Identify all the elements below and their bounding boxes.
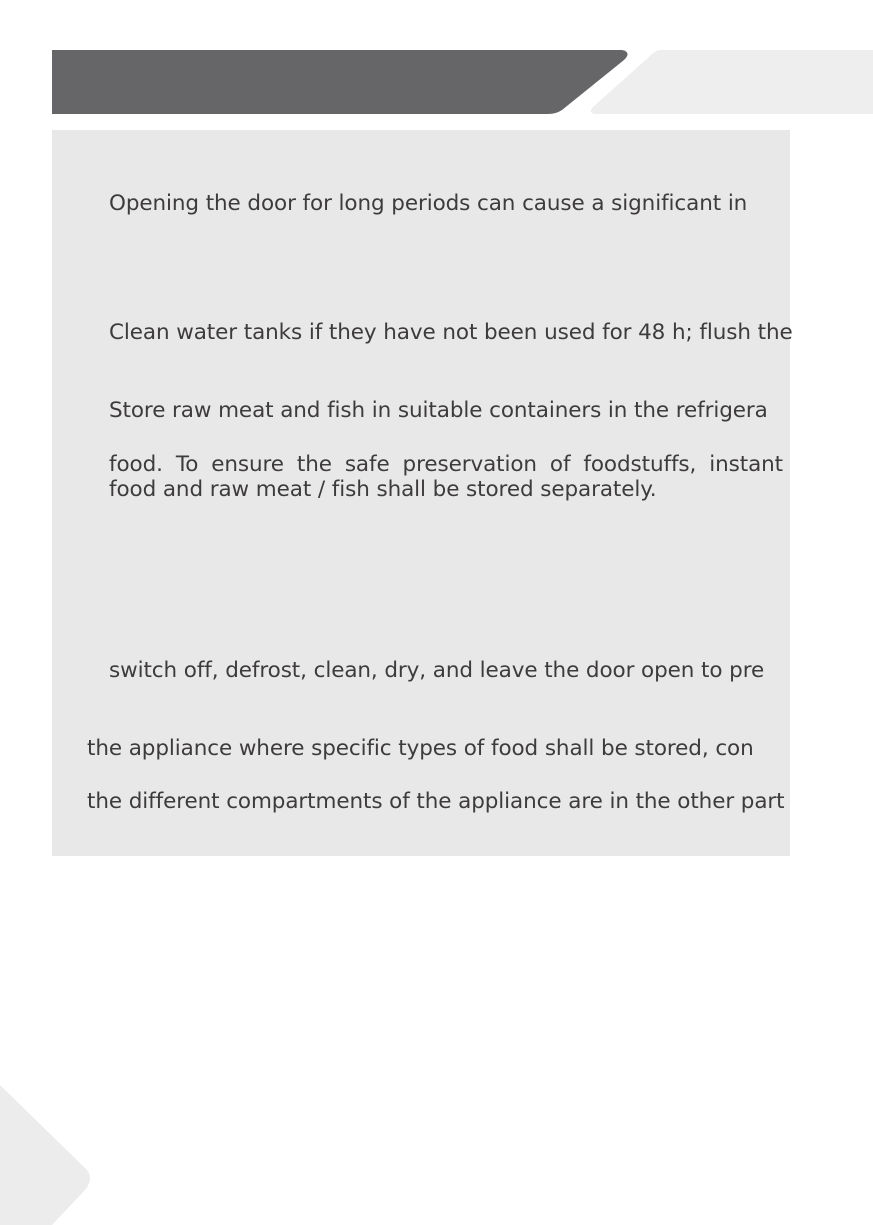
header-banner: [0, 0, 873, 120]
text-paragraph-food-separation: food. To ensure the safe preservation of foodstuffs, instant food and raw meat / fish shall be stored separately.: [109, 452, 783, 502]
text-line-food-storage: the appliance where specific types of food shall be stored, con: [87, 736, 754, 761]
text-line-door-opening: Opening the door for long periods can cause a significant in: [109, 191, 748, 216]
text-line-water-tanks: Clean water tanks if they have not been used for 48 h; flush the: [109, 320, 793, 345]
text-line-compartments: the different compartments of the appliance are in the other part: [87, 789, 785, 814]
header-dark-tab: [52, 50, 628, 114]
text-line-raw-meat: Store raw meat and fish in suitable containers in the refrigera: [109, 398, 768, 423]
header-light-tab: [591, 50, 873, 114]
text-line-switch-off: switch off, defrost, clean, dry, and leave the door open to pre: [109, 658, 765, 683]
corner-decoration: [0, 1085, 100, 1225]
